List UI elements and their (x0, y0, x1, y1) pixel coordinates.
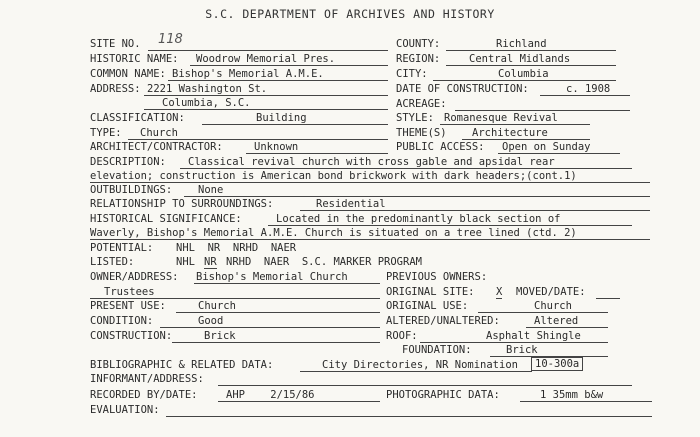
classification-label: CLASSIFICATION: (90, 112, 185, 124)
significance-line1: Located in the predominantly black section of (276, 213, 561, 225)
original-use-label: ORIGINAL USE: (386, 300, 469, 312)
evaluation-label: EVALUATION: (90, 404, 160, 416)
listed-opt-rest: NRHD NAER S.C. MARKER PROGRAM (226, 256, 422, 268)
original-site-label: ORIGINAL SITE: (386, 286, 475, 298)
recorded-label: RECORDED BY/DATE: (90, 389, 198, 401)
common-name-label: COMMON NAME: (90, 68, 166, 80)
description-line2: elevation; construction is American bond brickwork with dark headers;(cont.1) (90, 170, 577, 182)
condition-label: CONDITION: (90, 315, 154, 327)
construction-value: Brick (204, 330, 236, 342)
architect-label: ARCHITECT/CONTRACTOR: (90, 141, 223, 153)
description-line1: Classical revival church with cross gable and apsidal rear (188, 156, 555, 168)
outbuildings-label: OUTBUILDINGS: (90, 184, 173, 196)
foundation-label: FOUNDATION: (402, 344, 472, 356)
altered-value: Altered (534, 315, 579, 327)
historic-name-label: HISTORIC NAME: (90, 53, 179, 65)
moved-date-label: MOVED/DATE: (516, 286, 586, 298)
roof-value: Asphalt Shingle (486, 330, 581, 342)
original-use-value: Church (534, 300, 572, 312)
listed-opt-nhl: NHL (176, 256, 195, 268)
potential-value: NHL NR NRHD NAER (176, 242, 297, 254)
public-access-label: PUBLIC ACCESS: (396, 141, 485, 153)
style-value: Romanesque Revival (444, 112, 558, 124)
type-value: Church (140, 127, 178, 139)
photographic-label: PHOTOGRAPHIC DATA: (386, 389, 500, 401)
site-no-label: SITE NO. (90, 38, 141, 50)
architect-value: Unknown (254, 141, 299, 153)
altered-label: ALTERED/UNALTERED: (386, 315, 500, 327)
bibliographic-label: BIBLIOGRAPHIC & RELATED DATA: (90, 359, 274, 371)
original-site-value: X (496, 286, 503, 298)
relationship-label: RELATIONSHIP TO SURROUNDINGS: (90, 198, 274, 210)
previous-owners-label: PREVIOUS OWNERS: (386, 271, 488, 283)
date-construction-label: DATE OF CONSTRUCTION: (396, 83, 529, 95)
recorded-value: AHP 2/15/86 (226, 389, 315, 401)
listed-opt-nr: NR (204, 256, 217, 268)
informant-label: INFORMANT/ADDRESS: (90, 373, 204, 385)
owner-label: OWNER/ADDRESS: (90, 271, 179, 283)
listed-label: LISTED: (90, 256, 135, 268)
region-label: REGION: (396, 53, 441, 65)
region-value: Central Midlands (469, 53, 571, 65)
roof-label: ROOF: (386, 330, 418, 342)
address-value-line2: Columbia, S.C. (162, 97, 251, 109)
foundation-value: Brick (506, 344, 538, 356)
present-use-value: Church (198, 300, 236, 312)
card-header: S.C. DEPARTMENT OF ARCHIVES AND HISTORY (205, 7, 495, 21)
significance-label: HISTORICAL SIGNIFICANCE: (90, 213, 242, 225)
public-access-value: Open on Sunday (502, 141, 591, 153)
owner-value: Bishop's Memorial Church (196, 271, 348, 283)
type-label: TYPE: (90, 127, 122, 139)
bibliographic-value: City Directories, NR Nomination (322, 359, 518, 371)
construction-label: CONSTRUCTION: (90, 330, 173, 342)
outbuildings-value: None (198, 184, 224, 196)
city-label: CITY: (396, 68, 428, 80)
present-use-label: PRESENT USE: (90, 300, 166, 312)
style-label: STYLE: (396, 112, 434, 124)
classification-value: Building (256, 112, 307, 124)
date-construction-value: c. 1908 (566, 83, 611, 95)
theme-label: THEME(S) (396, 127, 447, 139)
condition-value: Good (198, 315, 224, 327)
description-label: DESCRIPTION: (90, 156, 166, 168)
site-no-value: 118 (158, 32, 183, 47)
owner-value-line2: Trustees (104, 286, 155, 298)
significance-line2: Waverly, Bishop's Memorial A.M.E. Church is situated on a tree lined (ctd. 2) (90, 227, 577, 239)
city-value: Columbia (498, 68, 549, 80)
county-label: COUNTY: (396, 38, 441, 50)
acreage-label: ACREAGE: (396, 98, 447, 110)
potential-label: POTENTIAL: (90, 242, 154, 254)
historic-name-value: Woodrow Memorial Pres. (196, 53, 336, 65)
relationship-value: Residential (316, 198, 386, 210)
common-name-value: Bishop's Memorial A.M.E. (172, 68, 324, 80)
bibliographic-box: 10-300a (531, 357, 583, 371)
address-value: 2221 Washington St. (147, 83, 268, 95)
county-value: Richland (496, 38, 547, 50)
photographic-value: 1 35mm b&w (540, 389, 604, 401)
theme-value: Architecture (472, 127, 548, 139)
address-label: ADDRESS: (90, 83, 141, 95)
